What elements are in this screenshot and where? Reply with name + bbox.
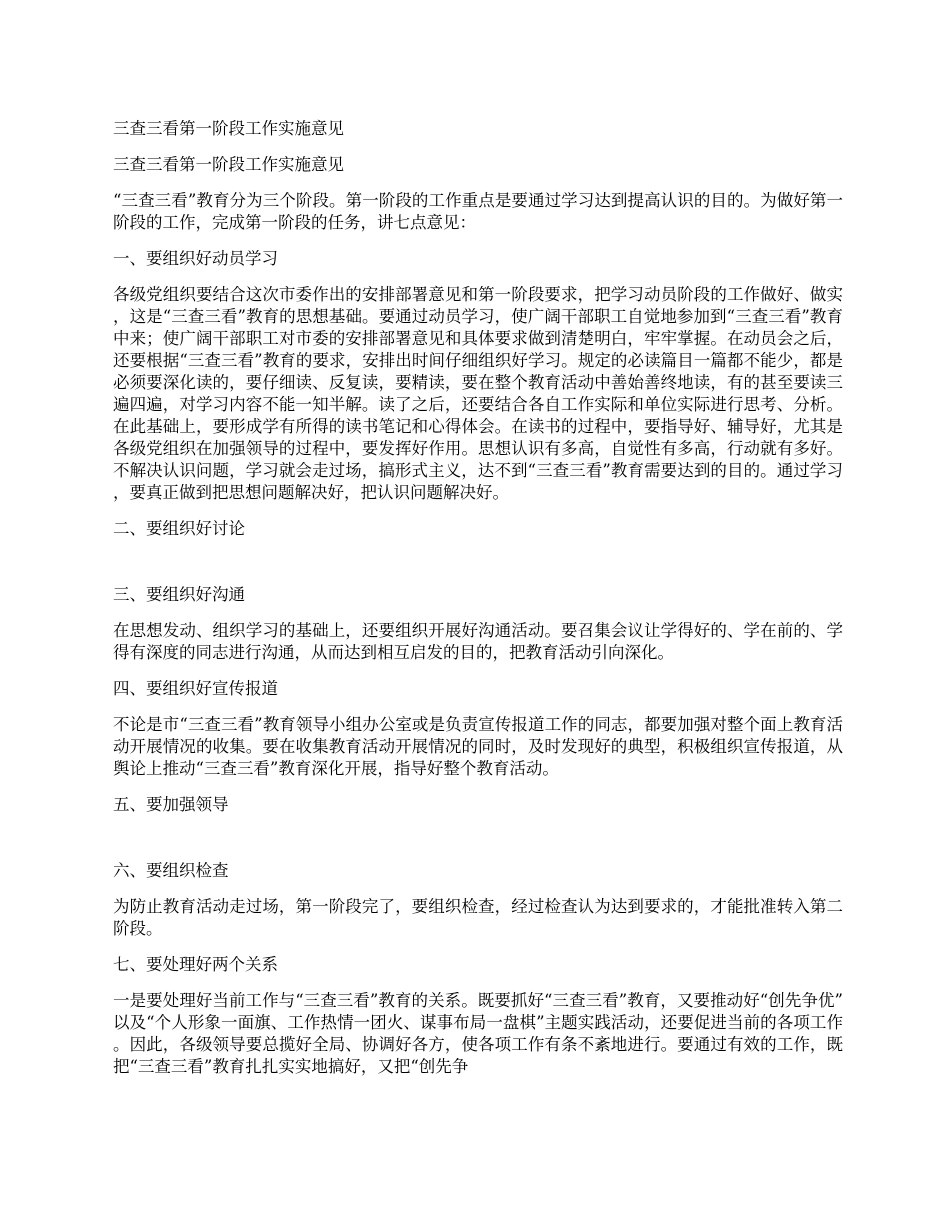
document-title: 三查三看第一阶段工作实施意见 (113, 119, 344, 138)
section-heading-6: 六、要组织检查 (113, 861, 229, 880)
document-page (113, 118, 843, 1092)
intro-paragraph: “三查三看”教育分为三个阶段。第一阶段的工作重点是要通过学习达到提高认识的目的。为做好第一阶段的工作，完成第一阶段的任务，讲七点意见： (113, 191, 843, 232)
document-subtitle: 三查三看第一阶段工作实施意见 (113, 155, 344, 174)
section-heading-3: 三、要组织好沟通 (113, 585, 245, 604)
section-paragraph-1: 各级党组织要结合这次市委作出的安排部署意见和第一阶段要求，把学习动员阶段的工作做好、做实，这是“三查三看”教育的思想基础。要通过动员学习，使广阔干部职工自觉地参加到“三查三看”教育中来；使广阔干部职工对市委的安排部署意见和具体要求做到清楚明白，牢牢掌握。在动员会之后，还要根据“三查三看”教育的要求，安排出时间仔细组织好学习。规定的必读篇目一篇都不能少，都是必须要深化读的，要仔细读、反复读，要精读，要在整个教育活动中善始善终地读，有的甚至要读三遍四遍，对学习内容不能一知半解。读了之后，还要结合各自工作实际和单位实际进行思考、分析。在此基础上，要形成学有所得的读书笔记和心得体会。在读书的过程中，要指导好、辅导好，尤其是各级党组织在加强领导的过程中，要发挥好作用。思想认识有多高，自觉性有多高，行动就有多好。不解决认识问题，学习就会走过场，搞形式主义，达不到“三查三看”教育需要达到的目的。通过学习，要真正做到把思想问题解决好，把认识问题解决好。 (113, 285, 843, 502)
blank-spacer (113, 830, 843, 860)
section-heading-2: 二、要组织好讨论 (113, 519, 245, 538)
section-paragraph-7: 一是要处理好当前工作与“三查三看”教育的关系。既要抓好“三查三看”教育，又要推动好“创先争优”以及“个人形象一面旗、工作热情一团火、谋事布局一盘棋”主题实践活动，还要促进当前的各项工作。因此，各级领导要总揽好全局、协调好各方，使各项工作有条不紊地进行。要通过有效的工作，既把“三查三看”教育扎扎实实地搞好，又把“创先争 (113, 991, 843, 1076)
section-heading-4: 四、要组织好宣传报道 (113, 679, 278, 698)
section-heading-7: 七、要处理好两个关系 (113, 955, 278, 974)
section-heading-1: 一、要组织好动员学习 (113, 249, 278, 268)
section-paragraph-3: 在思想发动、组织学习的基础上，还要组织开展好沟通活动。要召集会议让学得好的、学在前的、学得有深度的同志进行沟通，从而达到相互启发的目的，把教育活动引向深化。 (113, 621, 843, 662)
section-paragraph-6: 为防止教育活动走过场，第一阶段完了，要组织检查，经过检查认为达到要求的，才能批准转入第二阶段。 (113, 897, 843, 938)
section-heading-5: 五、要加强领导 (113, 795, 229, 814)
blank-spacer (113, 554, 843, 584)
section-paragraph-4: 不论是市“三查三看”教育领导小组办公室或是负责宣传报道工作的同志，都要加强对整个面上教育活动开展情况的收集。要在收集教育活动开展情况的同时，及时发现好的典型，积极组织宣传报道，从舆论上推动“三查三看”教育深化开展，指导好整个教育活动。 (113, 715, 843, 778)
